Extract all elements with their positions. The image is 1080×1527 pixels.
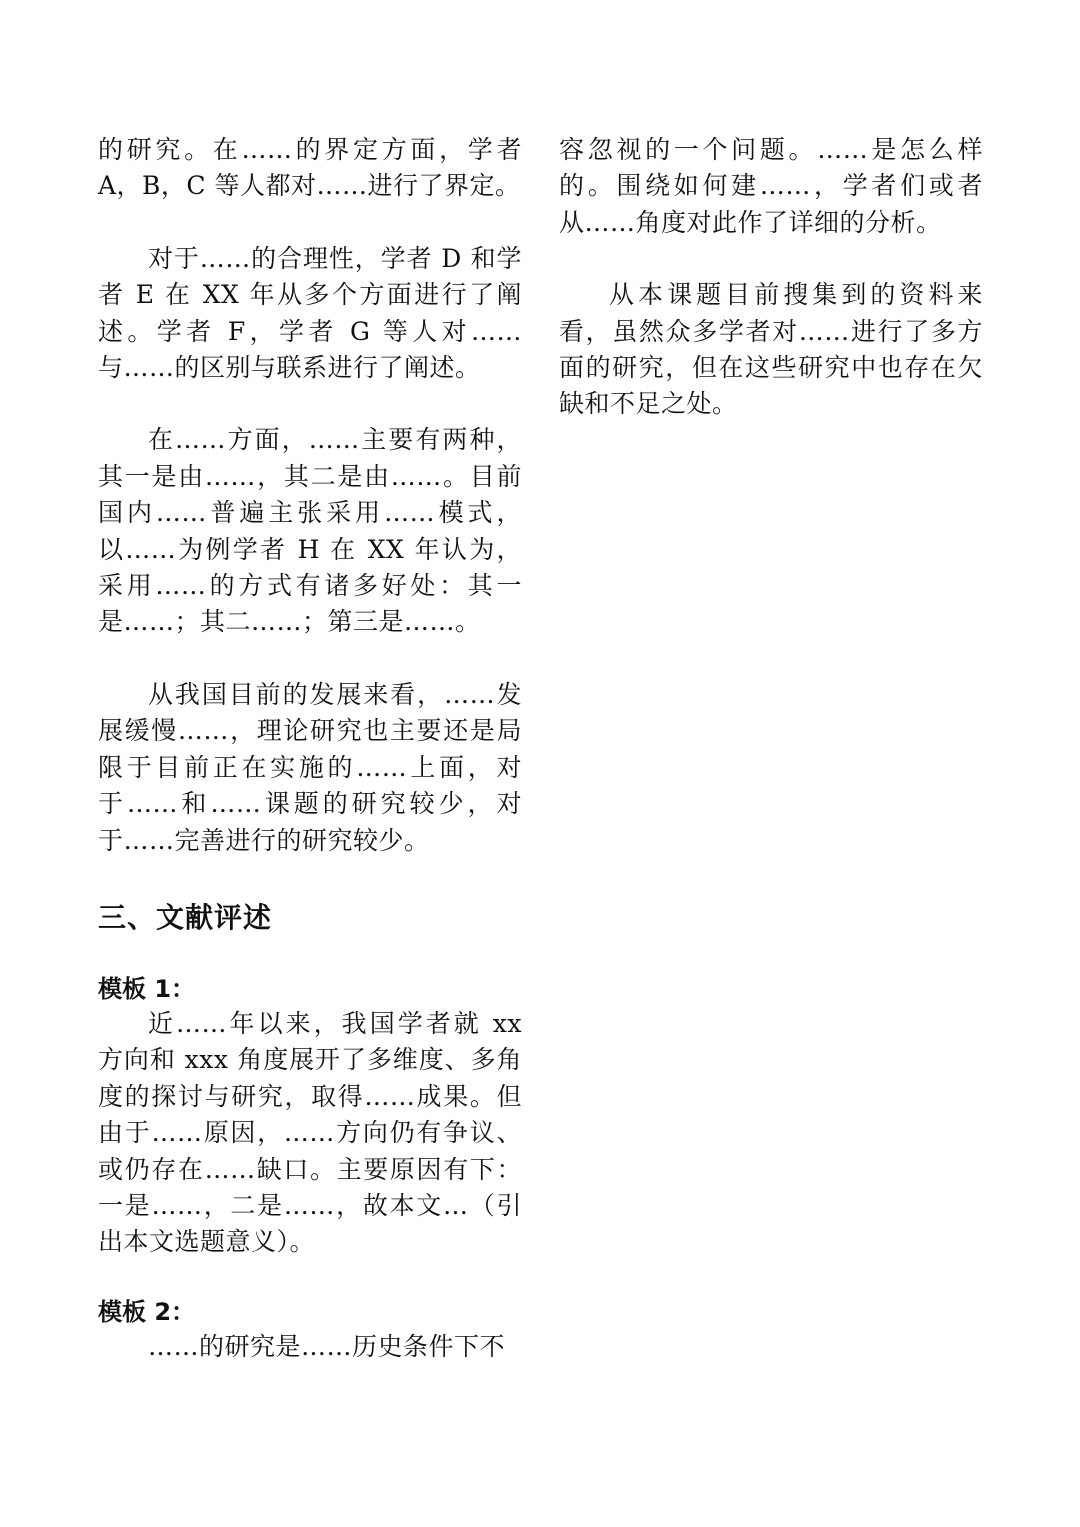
template-2-text: ……的研究是……历史条件下不: [148, 1331, 506, 1361]
paragraph-domestic-development: 从我国目前的发展来看，……发展缓慢……，理论研究也主要还是局限于目前正在实施的……上面，对于……和……课题的研究较少，对于……完善进行的研究较少。: [98, 679, 522, 855]
template-1-text: 近……年以来，我国学者就 xx 方向和 xxx 角度展开了多维度、多角度的探讨与研究，取得……成果。但由于……原因，……方向仍有争议、或仍存在……缺口。主要原因有下：一是……，二是……，故本文…（引出本文选题意义）。: [98, 1008, 522, 1257]
section-heading-literature-review: 三、文献评述: [98, 900, 273, 934]
template-2-label: 模板 2：: [98, 1297, 196, 1326]
right-column: [559, 132, 983, 423]
paragraph-continuation: 容忽视的一个问题。……是怎么样的。围绕如何建……，学者们或者从……角度对此作了详细的分析。: [559, 135, 983, 237]
paragraph-rationality: 对于……的合理性，学者 D 和学者 E 在 XX 年从多个方面进行了阐述。学者 F，学者 G 等人对……与……的区别与联系进行了阐述。: [98, 243, 522, 383]
paragraph-shortcomings: 从本课题目前搜集到的资料来看，虽然众多学者对……进行了多方面的研究，但在这些研究中也存在欠缺和不足之处。: [559, 280, 983, 419]
paragraph-two-modes: 在……方面，……主要有两种，其一是由……，其二是由……。目前国内……普遍主张采用……模式，以……为例学者 H 在 XX 年认为，采用……的方式有诸多好处：其一是……；其二……；第三是……。: [98, 425, 522, 637]
left-column: [98, 132, 522, 1365]
template-1-label: 模板 1：: [98, 974, 196, 1003]
paragraph-definition: 的研究。在……的界定方面，学者 A，B，C 等人都对……进行了界定。: [98, 135, 522, 201]
